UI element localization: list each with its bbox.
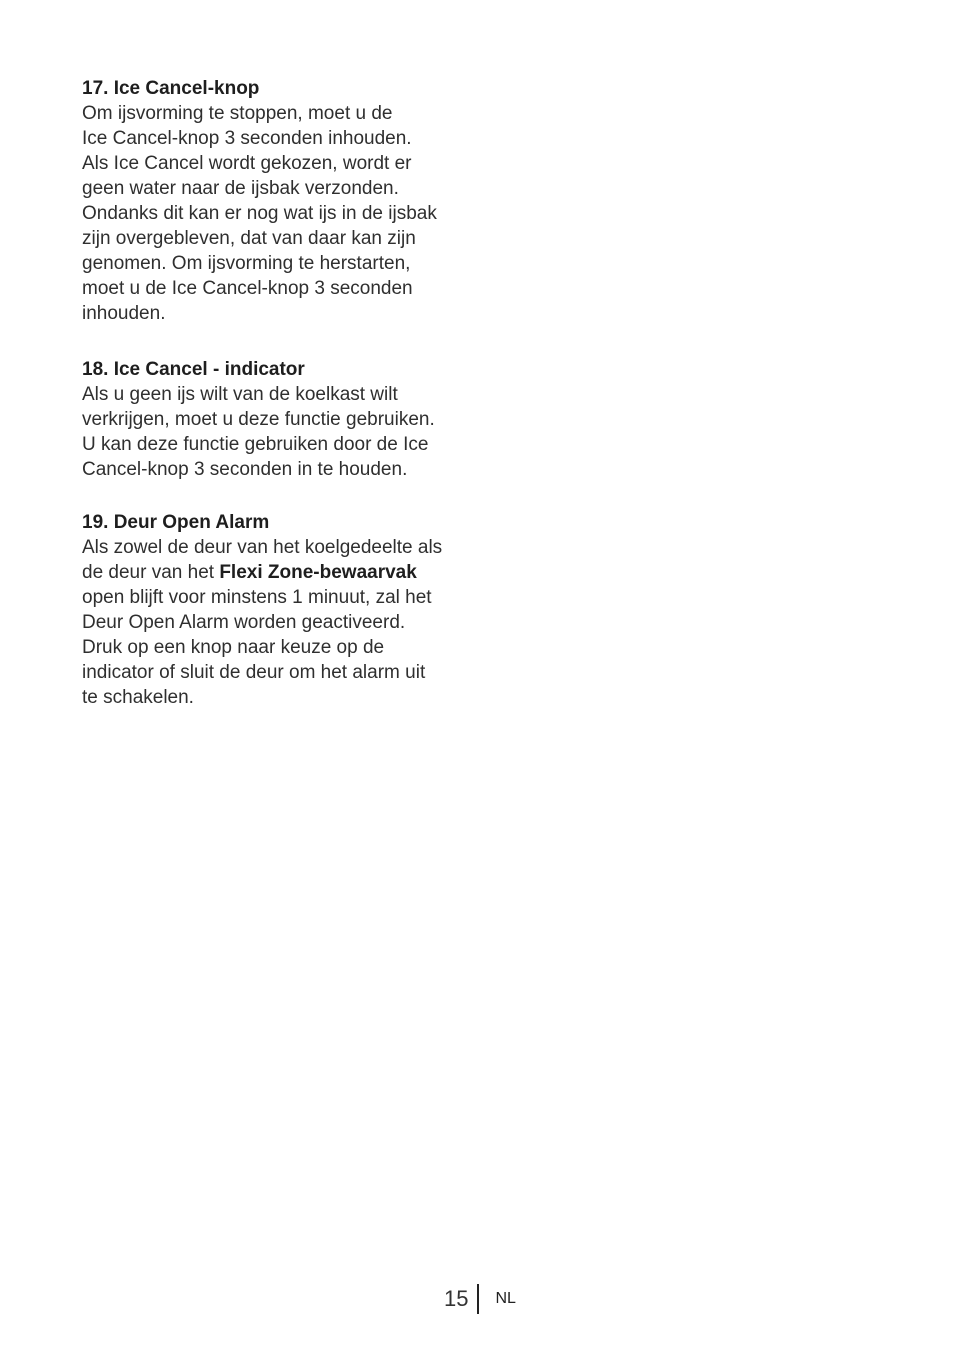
body-line: inhouden. (82, 303, 166, 324)
body-line: geen water naar de ijsbak verzonden. (82, 178, 399, 199)
document-body (82, 76, 482, 741)
body-line: Deur Open Alarm worden geactiveerd. (82, 612, 406, 633)
body-line: Ice Cancel-knop 3 seconden inhouden. (82, 128, 412, 149)
body-line: Druk op een knop naar keuze op de (82, 637, 385, 658)
body-line: Ondanks dit kan er nog wat ijs in de ijsbak (82, 203, 437, 224)
section-ice-cancel-indicator (82, 357, 482, 482)
emphasis-text: Flexi Zone-bewaarvak (219, 562, 417, 583)
language-code: NL (495, 1290, 516, 1307)
body-line: zijn overgebleven, dat van daar kan zijn (82, 228, 416, 249)
page-number: 15 (444, 1286, 469, 1311)
body-text: de deur van het (82, 562, 220, 583)
body-line: U kan deze functie gebruiken door de Ice (82, 434, 429, 455)
section-ice-cancel-button (82, 76, 482, 326)
body-line: open blijft voor minstens 1 minuut, zal het (82, 587, 432, 608)
body-line: moet u de Ice Cancel-knop 3 seconden (82, 278, 413, 299)
body-line: Als Ice Cancel wordt gekozen, wordt er (82, 153, 412, 174)
body-line: indicator of sluit de deur om het alarm uit (82, 662, 426, 683)
body-line: te schakelen. (82, 687, 194, 708)
body-line: Als zowel de deur van het koelgedeelte als (82, 537, 443, 558)
section-heading: 18. Ice Cancel - indicator (82, 359, 305, 380)
body-line: verkrijgen, moet u deze functie gebruiken. (82, 409, 435, 430)
page-footer (444, 1284, 516, 1314)
body-line: Om ijsvorming te stoppen, moet u de (82, 103, 393, 124)
section-heading: 19. Deur Open Alarm (82, 512, 270, 533)
body-line-mixed (82, 560, 482, 585)
section-door-open-alarm (82, 510, 482, 710)
body-line: Als u geen ijs wilt van de koelkast wilt (82, 384, 398, 405)
body-line: genomen. Om ijsvorming te herstarten, (82, 253, 411, 274)
body-line: Cancel-knop 3 seconden in te houden. (82, 459, 408, 480)
section-heading: 17. Ice Cancel-knop (82, 78, 260, 99)
